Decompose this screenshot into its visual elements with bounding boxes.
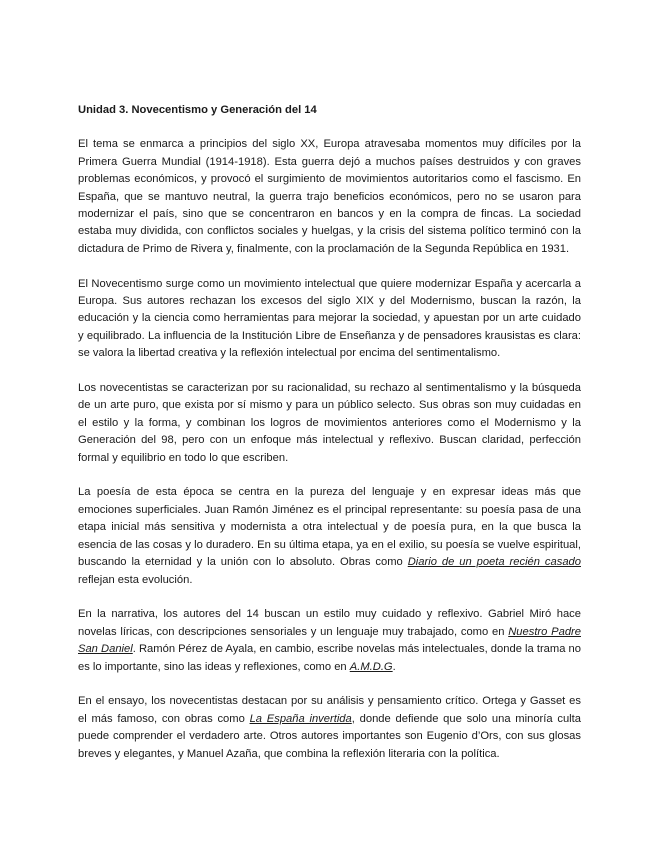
paragraph-essay <box>78 693 581 763</box>
poetry-text-end: reflejan esta evolución. <box>78 573 193 586</box>
poetry-text: La poesía de esta época se centra en la pureza del lenguaje y en expresar ideas más que emociones superficiales. Juan Ramón Jiménez es el principal representante: su poesía pasa de una etapa inicial más sensitiva y modernista a otra intelectual y de poesía pura, en la que busca la esencia de las cosas y lo duradero. En su última etapa, ya en el exilio, su poesía se vuelve espiritual, buscando la eternidad y la unión con lo absoluto. Obras como <box>78 486 581 569</box>
paragraph-characteristics: Los novecentistas se caracterizan por su racionalidad, su rechazo al sentimentalismo y la búsqueda de un arte puro, que exista por sí mismo y para un público selecto. Sus obras son muy cuidadas en el estilo y la forma, y combinan los logros de movimientos anteriores como el Modernismo y la Generación del 98, pero con un enfoque más intelectual y reflexivo. Buscan claridad, perfección formal y equilibrio en todo lo que escriben. <box>78 382 581 464</box>
link-nuestro-padre[interactable]: Nuestro Padre San Daniel <box>78 625 581 656</box>
link-espana-invertida[interactable]: La España invertida <box>249 712 352 725</box>
narrative-text-mid: . Ramón Pérez de Ayala, en cambio, escribe novelas más intelectuales, donde la trama no es lo importante, sino las ideas y reflexiones, como en <box>78 643 582 673</box>
paragraph-novecentismo: El Novecentismo surge como un movimiento intelectual que quiere modernizar España y acercarla a Europa. Sus autores rechazan los excesos del siglo XIX y del Modernismo, buscan la razón, la educación y la ciencia como herramientas para mejorar la sociedad, y apuestan por un arte cuidado y equilibrado. La influencia de la Institución Libre de Enseñanza y de pensadores krausistas es clara: se valora la libertad creativa y la reflexión intelectual por encima del sentimentalismo. <box>78 277 581 360</box>
document-title: Unidad 3. Novecentismo y Generación del 14 <box>78 104 317 116</box>
narrative-text-end: . <box>392 660 396 673</box>
essay-text: En el ensayo, los novecentistas destacan por su análisis y pensamiento crítico. Ortega y Gasset es el más famoso, con obras como <box>78 695 581 725</box>
document-page <box>78 102 581 780</box>
paragraph-narrative <box>78 606 581 676</box>
paragraph-poetry <box>78 484 581 588</box>
paragraph-context: El tema se enmarca a principios del siglo XX, Europa atravesaba momentos muy difíciles por la Primera Guerra Mundial (1914-1918). Esta guerra dejó a muchos países destruidos y con graves problemas económicos, y provocó el surgimiento de movimientos autoritarios como el fascismo. En España, que se mantuvo neutral, la guerra trajo beneficios económicos, pero no se usaron para modernizar el país, sino que se concentraron en bancos y en la compra de fincas. La sociedad estaba muy dividida, con conflictos sociales y huelgas, y la crisis del sistema político terminó con la dictadura de Primo de Rivera y, finalmente, con la proclamación de la Segunda República en 1931. <box>78 138 581 255</box>
essay-text-end: , donde defiende que solo una minoría culta puede comprender el verdadero arte. Otros autores importantes son Eugenio d’Ors, con sus glosas breves y elegantes, y Manuel Azaña, que combina la reflexión literaria con la política. <box>78 712 582 760</box>
link-amdg[interactable]: A.M.D.G <box>349 660 393 673</box>
narrative-text: En la narrativa, los autores del 14 buscan un estilo muy cuidado y reflexivo. Gabriel Miró hace novelas líricas, con descripciones sensoriales y un lenguaje muy trabajado, como en <box>78 608 581 638</box>
link-diario-poeta[interactable]: Diario de un poeta recién casado <box>407 556 581 569</box>
